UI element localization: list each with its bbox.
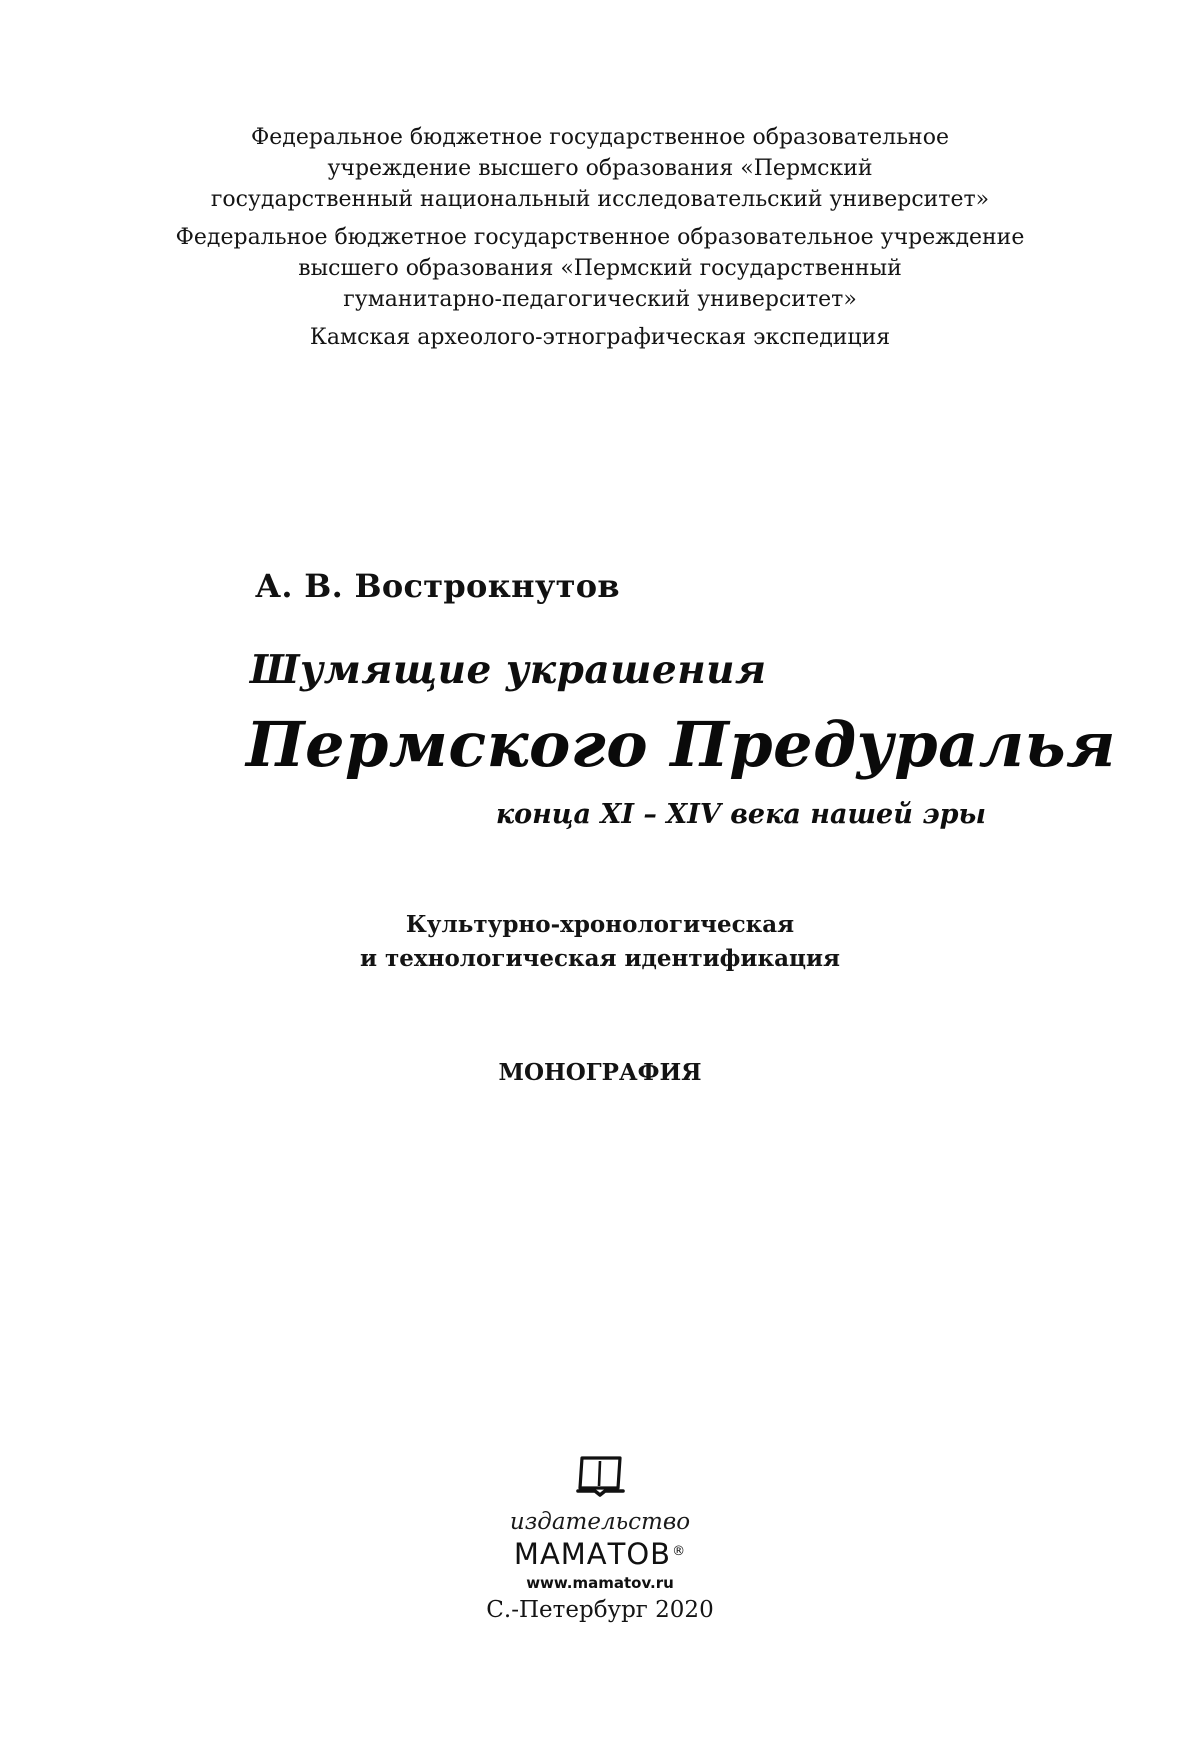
publisher-block (450, 1455, 750, 1625)
book-title-line-1: Шумящие украшения (250, 647, 767, 693)
institutions-header (150, 122, 1050, 360)
subtitle-line: и технологическая идентификация (359, 945, 841, 972)
institution-line: Федеральное бюджетное государственное образовательное учреждение (175, 225, 1025, 250)
publisher-url: www.mamatov.ru (526, 1574, 674, 1592)
institution-line: государственный национальный исследовательский университет» (210, 187, 990, 212)
publisher-label: издательство (509, 1509, 691, 1535)
institution-line: гуманитарно-педагогический университет» (343, 287, 857, 312)
institution-kama-expedition (150, 322, 1050, 353)
subtitle-line: Культурно-хронологическая (405, 911, 795, 938)
institution-line: Камская археолого-этнографическая экспедиция (309, 325, 891, 350)
institution-line: учреждение высшего образования «Пермский (327, 156, 873, 181)
author-name: А. В. Вострокнутов (255, 567, 620, 605)
publisher-name-text: МАМАТОВ (513, 1537, 672, 1571)
book-title-line-2: Пермского Предуралья (246, 708, 1116, 781)
publisher-name (450, 1537, 750, 1571)
institution-perm-pedagogical-university (150, 222, 1050, 315)
institution-line: Федеральное бюджетное государственное образовательное (251, 125, 949, 150)
book-title-line-3: конца XI – XIV века нашей эры (495, 799, 986, 830)
book-subtitle (300, 908, 900, 976)
book-logo-icon (573, 1455, 627, 1501)
publication-city-year: С.-Петербург 2020 (486, 1597, 714, 1623)
institution-line: высшего образования «Пермский государственный (298, 256, 902, 281)
registered-mark: ® (672, 1544, 687, 1559)
institution-perm-state-university (150, 122, 1050, 215)
genre-label: МОНОГРАФИЯ (498, 1059, 702, 1086)
